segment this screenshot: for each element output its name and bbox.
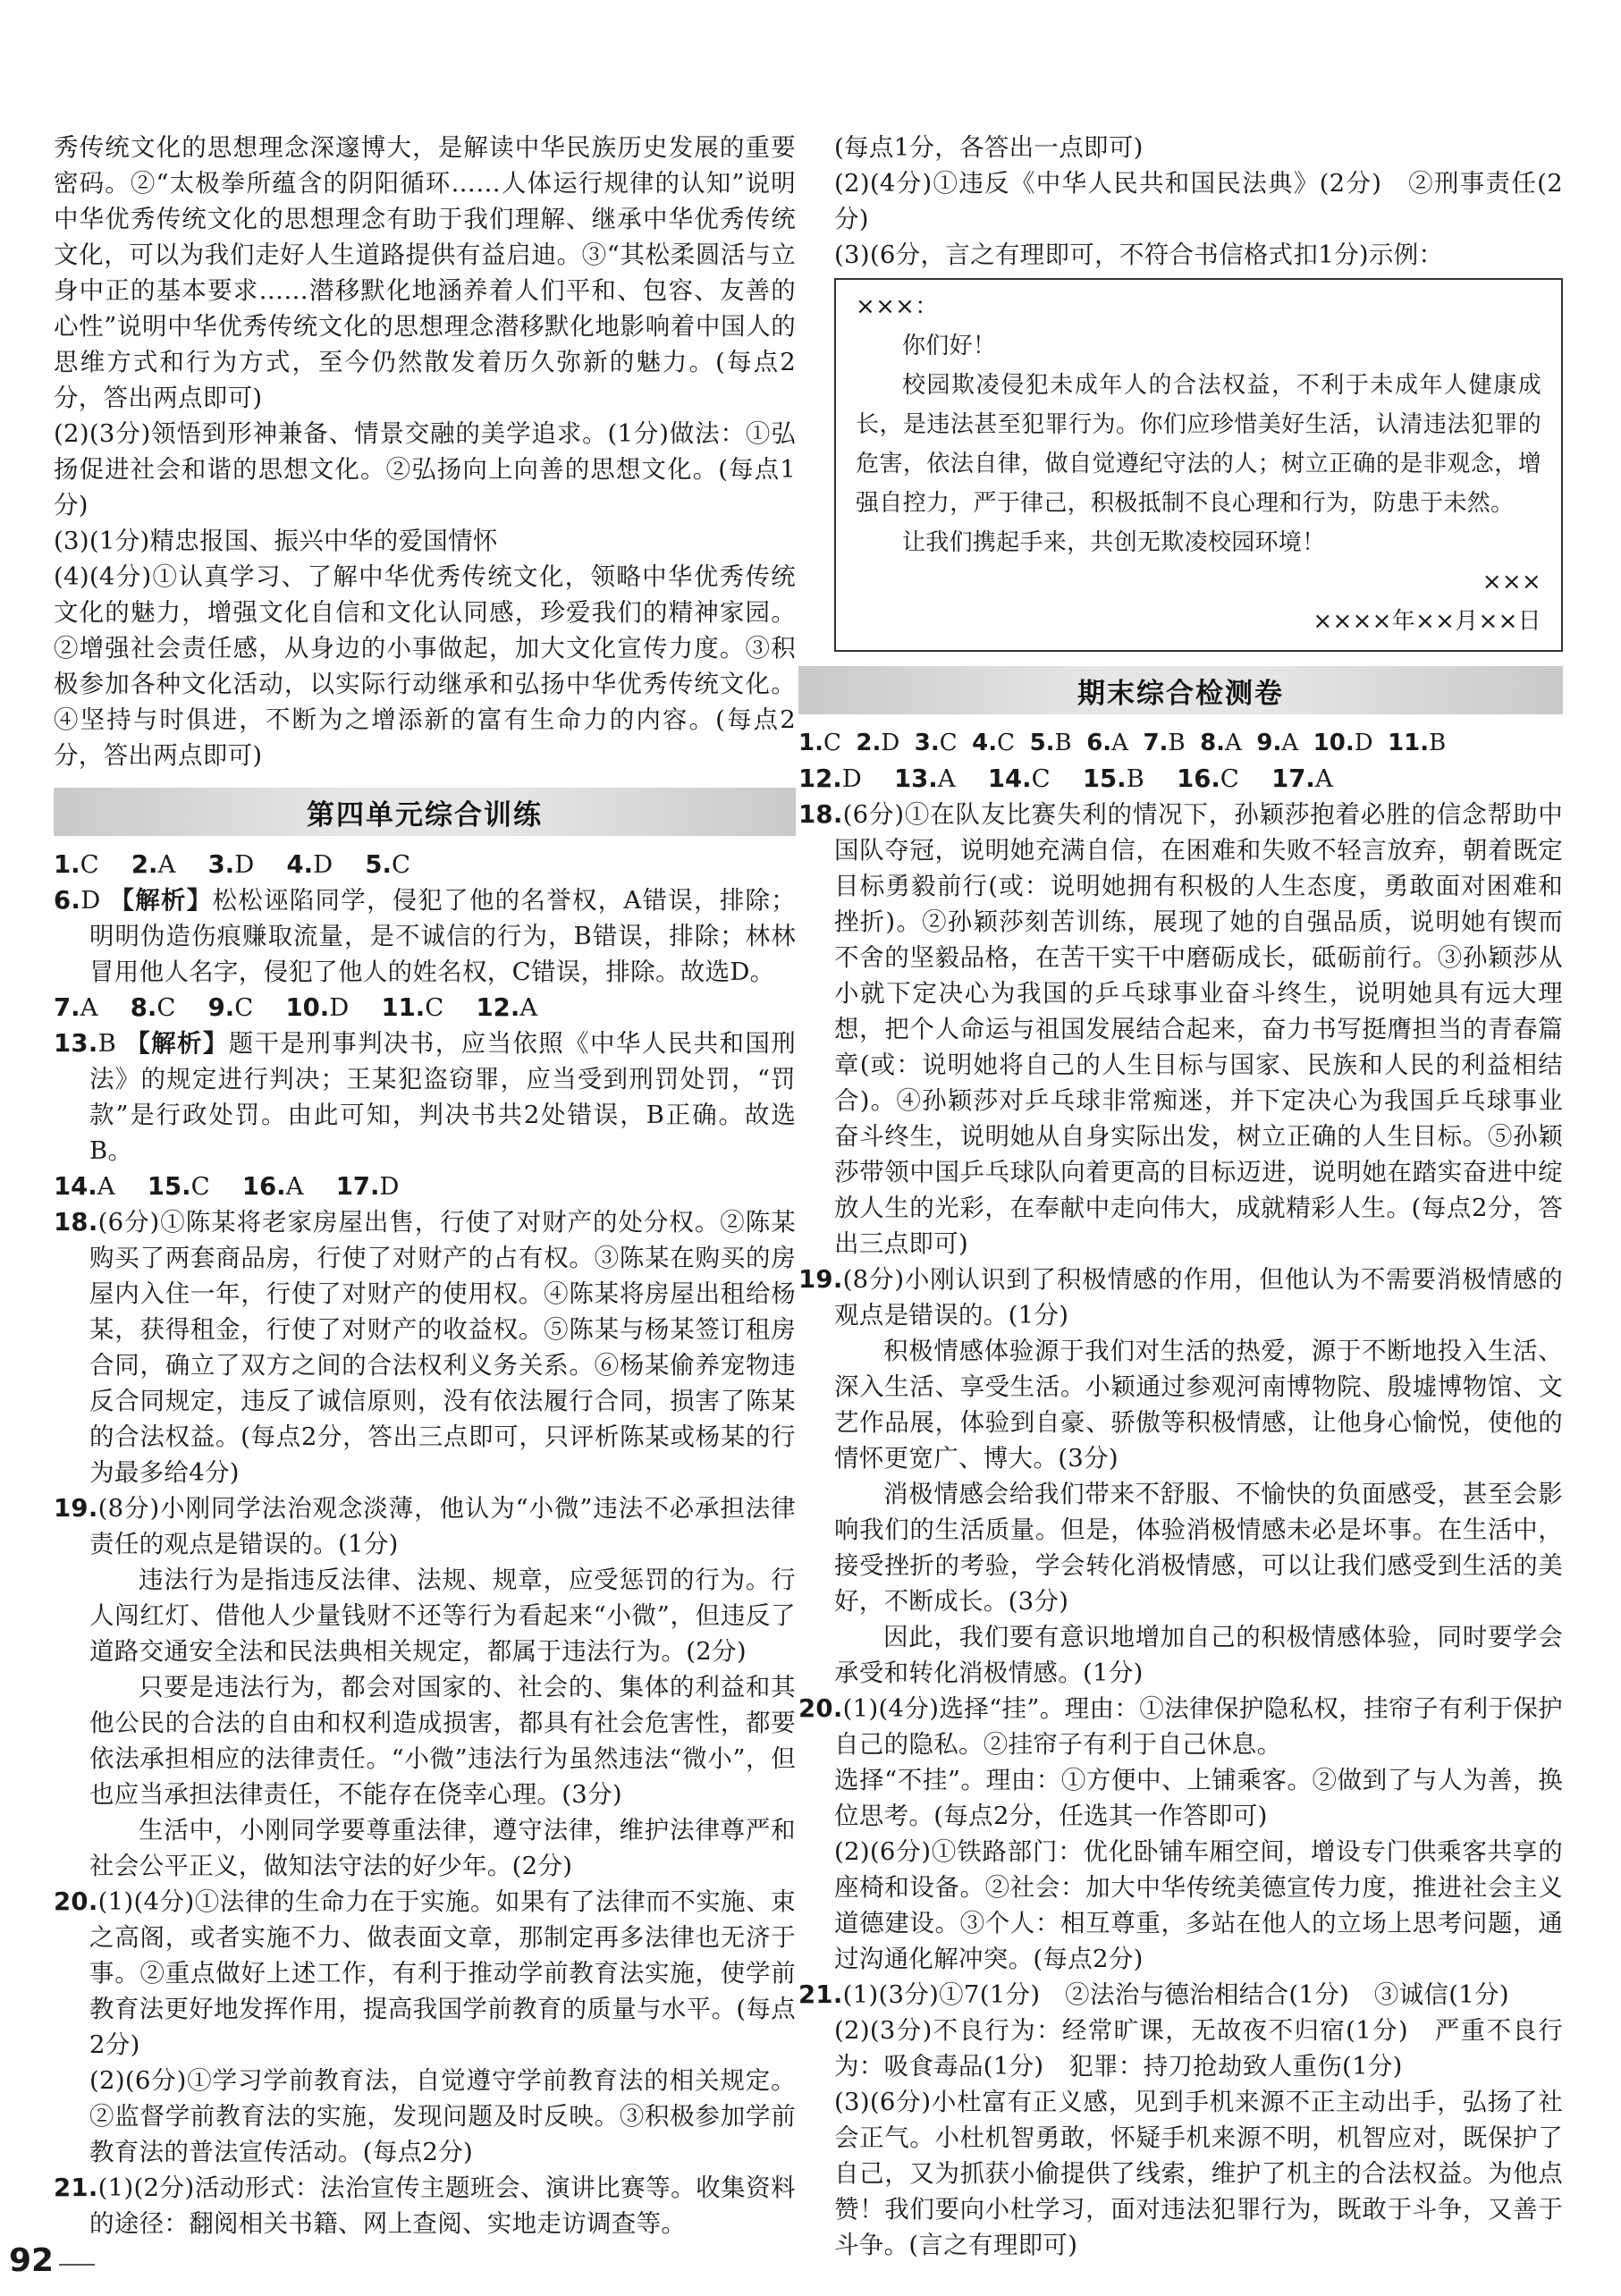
- letter-signature: ×××: [1482, 569, 1541, 595]
- answer-part-3: (3)(1分)精忠报国、振兴中华的爱国情怀: [54, 527, 498, 555]
- choice-answers-row: 12.D 13.A 14.C 15.B 16.C 17.A: [798, 764, 1333, 793]
- question-6-answer: 6.D 【解析】松松诬陷同学，侵犯了他的名誉权，A错误，排除；明明伪造伤痕赚取流量，是不诚信的行为，B错误，排除；林林冒用他人名字，侵犯了他人的姓名权，C错误，排除。故选D。: [54, 886, 796, 986]
- question-21-answer: 21.(1)(3分)①7(1分) ②法治与德治相结合(1分) ③诚信(1分): [798, 1980, 1509, 2009]
- right-column: [798, 130, 1563, 2263]
- question-18-answer: 18.(6分)①陈某将老家房屋出售，行使了对财产的处分权。②陈某购买了两套商品房，行使了对财产的占有权。③陈某在购买的房屋内入住一年，行使了对财产的使用权。④陈某将房屋出租给杨某，获得租金，行使了对财产的收益权。⑤陈某与杨某签订租房合同，确立了双方之间的合法权利义务关系。⑥杨某偷养宠物违反合同规定，违反了诚信原则，没有依法履行合同，损害了陈某的合法权益。(每点2分，答出三点即可，只评析陈某或杨某的行为最多给4分): [54, 1208, 796, 1487]
- question-20-part-2: (2)(6分)①铁路部门：优化卧铺车厢空间，增设专门供乘客共享的座椅和设备。②社会：加大中华传统美德宣传力度，推进社会主义道德建设。③个人：相互尊重，多站在他人的立场上思考问题，通过沟通化解冲突。(每点2分): [834, 1837, 1563, 1973]
- question-19-paragraph: 只要是违法行为，都会对国家的、社会的、集体的利益和其他公民的合法的自由和权利造成损害，都具有社会危害性，都要依法承担相应的法律责任。“小微”违法行为虽然违法“微小”，但也应当承担法律责任，不能存在侥幸心理。(3分): [89, 1673, 796, 1809]
- choice-answers-row: 1.C 2.A 3.D 4.D 5.C: [54, 850, 411, 879]
- left-column: [54, 130, 796, 2241]
- choice-answers-row: 14.A 15.C 16.A 17.D: [54, 1172, 400, 1201]
- question-20-part-2: (2)(6分)①学习学前教育法，自觉遵守学前教育法的相关规定。②监督学前教育法的实施，发现问题及时反映。③积极参加学前教育法的普法宣传活动。(每点2分): [89, 2066, 796, 2166]
- continued-answer: (每点1分，各答出一点即可): [834, 133, 1144, 162]
- question-19-answer: 19.(8分)小刚认识到了积极情感的作用，但他认为不需要消极情感的观点是错误的。(1分): [798, 1265, 1563, 1329]
- letter-salutation: ×××：: [856, 293, 939, 320]
- answer-part-3: (3)(6分，言之有理即可，不符合书信格式扣1分)示例：: [834, 241, 1444, 269]
- question-20-answer: 20.(1)(4分)①法律的生命力在于实施。如果有了法律而不实施、束之高阁，或者实施不力、做表面文章，那制定再多法律也无济于事。②重点做好上述工作，有利于推动学前教育法实施，使学前教育法更好地发挥作用，提高我国学前教育的质量与水平。(每点2分): [54, 1887, 796, 2059]
- answer-part-2: (2)(3分)领悟到形神兼备、情景交融的美学追求。(1分)做法：①弘扬促进社会和谐的思想文化。②弘扬向上向善的思想文化。(每点1分): [54, 419, 796, 519]
- question-20-option-2: 选择“不挂”。理由：①方便中、上铺乘客。②做到了与人为善，换位思考。(每点2分，任选其一作答即可): [834, 1766, 1563, 1830]
- question-21-part-3: (3)(6分)小杜富有正义感，见到手机来源不正主动出手，弘扬了社会正气。小杜机智勇敢，怀疑手机来源不明，机智应对，既保护了自己，又为抓获小偷提供了线索，维护了机主的合法权益。为他点赞！我们要向小杜学习，面对违法犯罪行为，既敢于斗争，又善于斗争。(言之有理即可): [834, 2088, 1563, 2259]
- footer-rule: [59, 2264, 95, 2266]
- answer-part-4: (4)(4分)①认真学习、了解中华优秀传统文化，领略中华优秀传统文化的魅力，增强文化自信和文化认同感，珍爱我们的精神家园。②增强社会责任感，从身边的小事做起，加大文化宣传力度。③积极参加各种文化活动，以实际行动继承和弘扬中华优秀传统文化。④坚持与时俱进，不断为之增添新的富有生命力的内容。(每点2分，答出两点即可): [54, 562, 796, 770]
- question-18-answer: 18.(6分)①在队友比赛失利的情况下，孙颖莎抱着必胜的信念帮助中国队夺冠，说明她充满自信，在困难和失败不轻言放弃，朝着既定目标勇毅前行(或：说明她拥有积极的人生态度，勇敢面对困难和挫折)。②孙颖莎刻苦训练，展现了她的自强品质，说明她有锲而不舍的坚毅品格，在苦干实干中磨砺成长，砥砺前行。③孙颖莎从小就下定决心为我国的乒乓球事业奋斗终生，说明她具有远大理想，把个人命运与祖国发展结合起来，奋力书写挺膺担当的青春篇章(或：说明她将自己的人生目标与国家、民族和人民的利益相结合)。④孙颖莎对乒乓球非常痴迷，并下定决心为我国乒乓球事业奋斗终生，说明她从自身实际出发，树立正确的人生目标。⑤孙颖莎带领中国乒乓球队向着更高的目标迈进，说明她在踏实奋进中绽放人生的光彩，在奉献中走向伟大，成就精彩人生。(每点2分，答出三点即可): [798, 800, 1563, 1258]
- sample-letter-box: [834, 278, 1563, 652]
- question-21-part-2: (2)(3分)不良行为：经常旷课，无故夜不归宿(1分) 严重不良行为：吸食毒品(1分) 犯罪：持刀抢劫致人重伤(1分): [834, 2016, 1563, 2081]
- question-13-answer: 13.B 【解析】题干是刑事判决书，应当依照《中华人民共和国刑法》的规定进行判决；王某犯盗窃罪，应当受到刑罚处罚，“罚款”是行政处罚。由此可知，判决书共2处错误，B正确。故选B。: [54, 1029, 796, 1165]
- question-19-answer: 19.(8分)小刚同学法治观念淡薄，他认为“小微”违法不必承担法律责任的观点是错误的。(1分): [54, 1494, 796, 1558]
- letter-date: ××××年××月××日: [1313, 608, 1541, 635]
- page-number: 92: [9, 2242, 55, 2279]
- question-19-paragraph: 消极情感会给我们带来不舒服、不愉快的负面感受，甚至会影响我们的生活质量。但是，体验消极情感未必是坏事。在生活中，接受挫折的考验，学会转化消极情感，可以让我们感受到生活的美好，不断成长。(3分): [834, 1480, 1563, 1616]
- question-20-answer: 20.(1)(4分)选择“挂”。理由：①法律保护隐私权，挂帘子有利于保护自己的隐私。②挂帘子有利于自己休息。: [798, 1694, 1563, 1759]
- answer-part-2: (2)(4分)①违反《中华人民共和国民法典》(2分) ②刑事责任(2分): [834, 169, 1563, 233]
- question-19-paragraph: 积极情感体验源于我们对生活的热爱，源于不断地投入生活、深入生活、享受生活。小颖通过参观河南博物院、殷墟博物馆、文艺作品展，体验到自豪、骄傲等积极情感，让他身心愉悦，使他的情怀更宽广、博大。(3分): [834, 1337, 1563, 1473]
- question-19-paragraph: 违法行为是指违反法律、法规、规章，应受惩罚的行为。行人闯红灯、借他人少量钱财不还等行为看起来“小微”，但违反了道路交通安全法和民法典相关规定，都属于违法行为。(2分): [89, 1566, 796, 1666]
- letter-body: 校园欺凌侵犯未成年人的合法权益，不利于未成年人健康成长，是违法甚至犯罪行为。你们应珍惜美好生活，认清违法犯罪的危害，依法自律，做自觉遵纪守法的人；树立正确的是非观念，增强自控力，严于律己，积极抵制不良心理和行为，防患于未然。: [856, 372, 1541, 517]
- choice-answers-row: 7.A 8.C 9.C 10.D 11.C 12.A: [54, 993, 538, 1022]
- section-banner-unit4: 第四单元综合训练: [54, 788, 796, 836]
- letter-closing: 让我们携起手来，共创无欺凌校园环境！: [902, 529, 1326, 556]
- question-19-paragraph: 因此，我们要有意识地增加自己的积极情感体验，同时要学会承受和转化消极情感。(1分): [834, 1623, 1563, 1687]
- continued-answer: 秀传统文化的思想理念深邃博大，是解读中华民族历史发展的重要密码。②“太极拳所蕴含的阴阳循环……人体运行规律的认知”说明中华优秀传统文化的思想理念有助于我们理解、继承中华优秀传统文化，可以为我们走好人生道路提供有益启迪。③“其松柔圆活与立身中正的基本要求……潜移默化地涵养着人们平和、包容、友善的心性”说明中华优秀传统文化的思想理念潜移默化地影响着中国人的思维方式和行为方式，至今仍然散发着历久弥新的魅力。(每点2分，答出两点即可): [54, 133, 796, 412]
- letter-greeting: 你们好！: [902, 333, 997, 359]
- question-21-answer: 21.(1)(2分)活动形式：法治宣传主题班会、演讲比赛等。收集资料的途径：翻阅相关书籍、网上查阅、实地走访调查等。: [54, 2174, 796, 2238]
- section-banner-final-exam: 期末综合检测卷: [798, 666, 1563, 714]
- question-19-paragraph: 生活中，小刚同学要尊重法律，遵守法律，维护法律尊严和社会公平正义，做知法守法的好少年。(2分): [89, 1816, 796, 1880]
- choice-answers-row: 1.C 2.D 3.C 4.C 5.B 6.A 7.B 8.A 9.A 10.D 11.B: [798, 730, 1447, 756]
